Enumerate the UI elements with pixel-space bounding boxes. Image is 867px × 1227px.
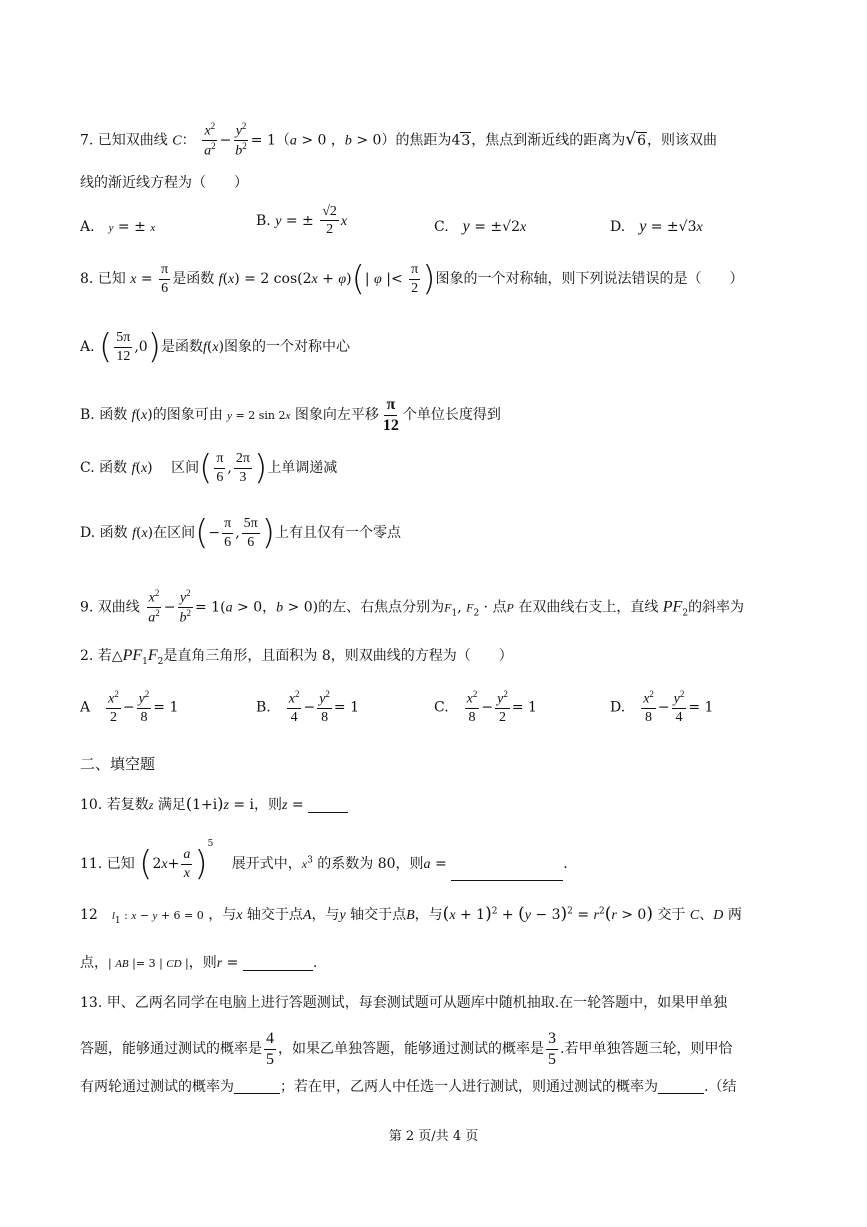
- q9-option-c: C. $\frac{x^2}{8}$ − $\frac{y^2}{2}$ = 1: [434, 689, 537, 726]
- answer-blank: [234, 1081, 280, 1094]
- answer-blank: [243, 958, 313, 971]
- answer-blank: [658, 1081, 704, 1094]
- q9-option-a: A $\frac{x^2}{2}$ − $\frac{y^2}{8}$ = 1: [80, 689, 179, 726]
- q7-option-c: C. y = ±√2x: [434, 218, 527, 235]
- q7-option-d: D. y = ±√3x: [610, 218, 703, 235]
- q8-option-b: B. 函数 f(x)的图象可由 y = 2 sin 2x 图象向左平移 $\frac{\pi}{12}$ 个单位长度得到: [80, 396, 501, 434]
- q13-line3: 有两轮通过测试的概率为 ；若在甲，乙两人中任选一人进行测试，则通过测试的概率为 .（结: [80, 1079, 737, 1095]
- q7-line1: 7. 已知双曲线 C： $\frac{x^2}{a^2}$ − $\frac{y^2}{b^2}$ = 1（a > 0 ，b > 0）的焦距为43，焦点到渐近线的距离为√6，则该双曲: [80, 121, 718, 159]
- q7-line2: 线的渐近线方程为（ ）: [80, 175, 248, 191]
- page-footer: 第 2 页/共 4 页: [388, 1129, 479, 1144]
- q7-option-b: B. y = ± $\frac{√2}{2}$ x: [256, 204, 348, 238]
- math-C: C: [172, 133, 182, 149]
- q8-option-c: C. 函数 f(x) 区间( $\frac{\pi}{6}$ , $\frac{2\pi}{3}$ )上单调递减: [80, 448, 338, 488]
- q11: 11. 已知 (2x+ $\frac{a}{x}$ )$^5$ 展开式中，$x^3$ 的系数为 80，则a = .: [80, 839, 568, 884]
- math-frac-y2b2: $\frac{y^2}{b^2}$: [235, 121, 247, 159]
- q9-option-d: D. $\frac{x^2}{8}$ − $\frac{y^2}{4}$ = 1: [610, 689, 714, 726]
- q8-option-d: D. 函数 f(x)在区间(− $\frac{\pi}{6}$ , $\frac{5\pi}{6}$ )上有且仅有一个零点: [80, 513, 402, 553]
- q8-stem: 8. 已知 x = $\frac{\pi}{6}$ 是函数 f(x) = 2 cos(2x + φ)(| φ |< $\frac{\pi}{2}$ )图象的一个对称轴，则下列说法错误的是（ ）: [80, 259, 744, 299]
- answer-blank: [451, 868, 563, 881]
- q13-line2: 答题，能够通过测试的概率是 $\frac{4}{5}$ ，如果乙单独答题，能够通过测试的概率是 $\frac{3}{5}$ .若甲单独答题三轮，则甲恰: [80, 1030, 733, 1068]
- q13-line1: 13. 甲、乙两名同学在电脑上进行答题测试，每套测试题可从题库中随机抽取.在一轮答题中，如果甲单独: [80, 995, 728, 1011]
- q12-line2: 点，| AB |= 3 | CD |，则r = .: [80, 955, 318, 971]
- q8-option-a: A. ( $\frac{5\pi}{12}$ ,0)是函数f(x)图象的一个对称中心: [80, 327, 351, 367]
- section-title: 二、填空题: [80, 755, 156, 773]
- q10: 10. 若复数z 满足(1+i)z = i，则z =: [80, 796, 807, 813]
- q12-line1: 12 $l_1$ : x − y + 6 = 0 ，与x 轴交于点A，与y 轴交于点B，与$(x + 1)^2 + (y - 3)^2 = r^2(r > 0)$ 交于 C、D 两: [80, 904, 742, 926]
- q9-option-b: B. $\frac{x^2}{4}$ − $\frac{y^2}{8}$ = 1: [256, 689, 360, 726]
- answer-blank: [308, 800, 348, 813]
- q9-line1: 9. 双曲线 $\frac{x^2}{a^2}$ − $\frac{y^2}{b^2}$ = 1(a > 0，b > 0)的左、右焦点分别为$F_1$, $F_2$ · 点P 在双曲线右支上，直线 $PF_2$的斜率为: [80, 588, 745, 626]
- math-frac-x2a2: $\frac{x^2}{a^2}$: [204, 121, 216, 159]
- q9-line2: 2. 若$\triangle PF_1F_2$是直角三角形，且面积为 8，则双曲线的方程为（ ）: [80, 647, 513, 667]
- q7-option-a: A. y = ± x: [80, 219, 156, 235]
